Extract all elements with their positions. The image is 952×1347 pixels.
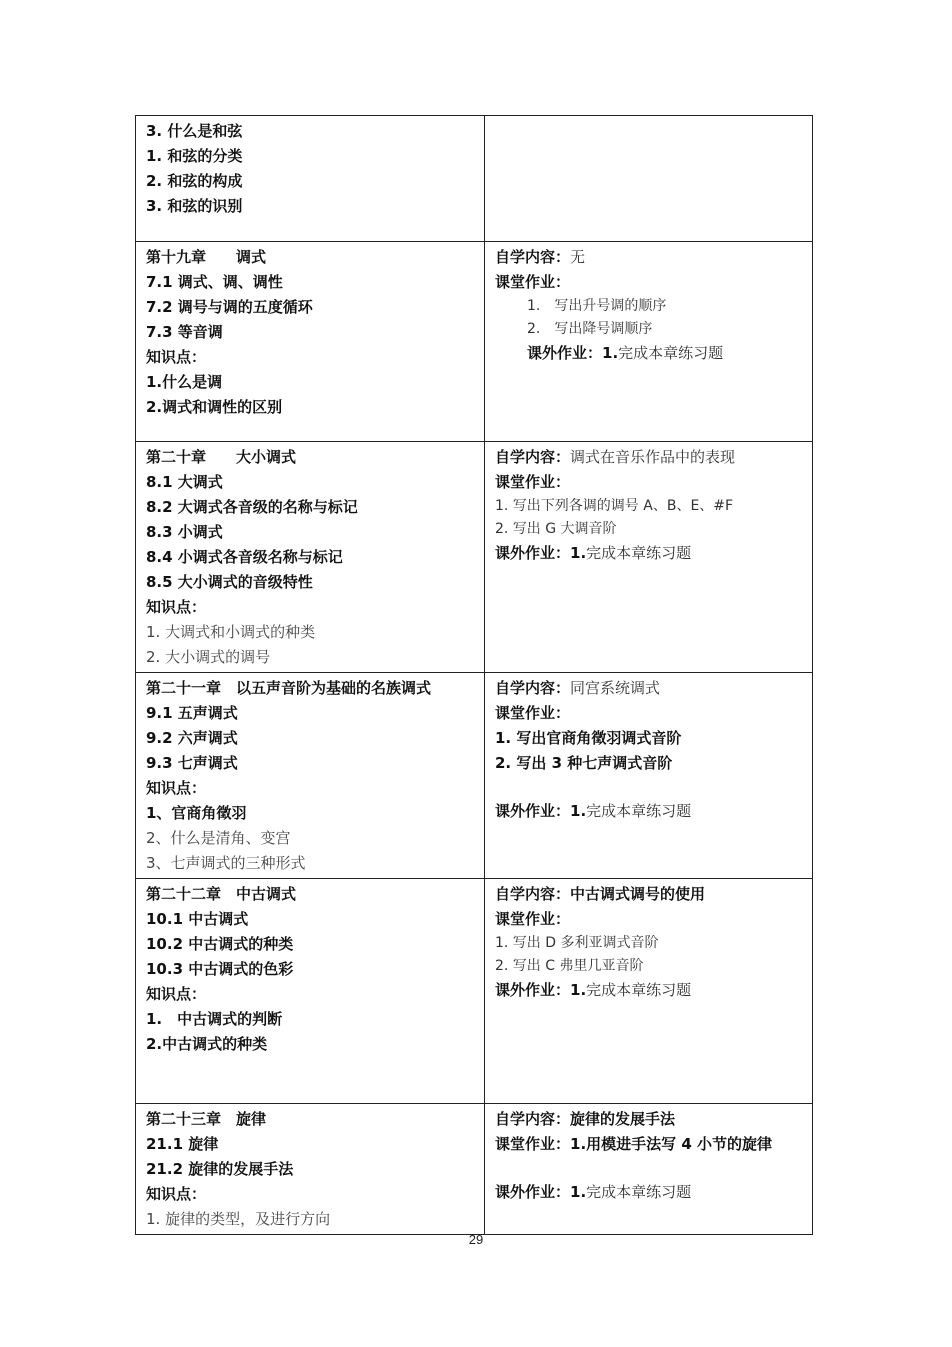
table-row [136,879,813,1104]
section-line: 8.5 大小调式的音级特性 [146,573,313,591]
section-line: 7.1 调式、调、调性 [146,273,283,291]
classwork-value: 1.用模进手法写 4 小节的旋律 [570,1135,773,1153]
classwork-label: 课堂作业： [495,273,571,291]
knowledge-item: 3、七声调式的三种形式 [146,854,306,872]
chapter-cell [136,1104,485,1235]
knowledge-item: 2. 大小调式的调号 [146,648,271,666]
classwork-item: 2. 写出 G 大调音阶 [495,521,617,537]
section-line: 8.2 大调式各音级的名称与标记 [146,498,358,516]
assignment-cell [485,242,813,442]
self-study-label: 自学内容： [495,248,571,266]
knowledge-item: 1. 中古调式的判断 [146,1010,283,1028]
table-row [136,673,813,879]
homework-label: 课外作业： [495,544,571,562]
section-line: 10.3 中古调式的色彩 [146,960,294,978]
assignment-cell [485,442,813,673]
section-line: 7.3 等音调 [146,323,223,341]
chapter-cell [136,673,485,879]
knowledge-item: 2.调式和调性的区别 [146,398,283,416]
homework-text: 完成本章练习题 [586,981,692,999]
classwork-item: 2. 写出 C 弗里几亚音阶 [495,958,644,974]
self-study-label: 自学内容： [495,885,571,903]
knowledge-label: 知识点： [146,348,207,366]
homework-text: 完成本章练习题 [586,1183,692,1201]
knowledge-item: 1. 旋律的类型，及进行方向 [146,1210,331,1228]
classwork-item: 2. 写出 3 种七声调式音阶 [495,754,673,772]
classwork-item: 1. 写出官商角徵羽调式音阶 [495,729,682,747]
syllabus-table [135,115,813,1235]
self-study-label: 自学内容： [495,448,571,466]
table-row [136,116,813,242]
section-line: 10.2 中古调式的种类 [146,935,294,953]
chapter-line: 2. 和弦的构成 [146,172,243,190]
section-line: 9.1 五声调式 [146,704,238,722]
knowledge-item: 1.什么是调 [146,373,223,391]
homework-label: 课外作业： [495,981,571,999]
knowledge-item: 1. 大调式和小调式的种类 [146,623,316,641]
self-study-label: 自学内容： [495,1110,571,1128]
chapter-title: 第二十一章 以五声音阶为基础的名族调式 [146,679,432,697]
classwork-item: 1. 写出下列各调的调号 A、B、E、#F [495,498,734,514]
classwork-label: 课堂作业： [495,704,571,722]
classwork-item: 1. 写出升号调的顺序 [527,298,667,314]
self-study-value: 中古调式调号的使用 [570,885,706,903]
section-line: 9.3 七声调式 [146,754,238,772]
homework-number: 1. [602,344,619,362]
section-line: 8.1 大调式 [146,473,223,491]
homework-label: 课外作业： [495,802,571,820]
homework-text: 完成本章练习题 [586,802,692,820]
assignment-cell [485,879,813,1104]
assignment-cell [485,116,813,242]
assignment-cell [485,673,813,879]
table-row [136,1104,813,1235]
spacer [495,1157,802,1180]
page-number: 29 [468,1232,484,1247]
section-line: 10.1 中古调式 [146,910,249,928]
knowledge-item: 2.中古调式的种类 [146,1035,268,1053]
homework-label: 课外作业： [495,1183,571,1201]
spacer [495,776,802,799]
homework-text: 完成本章练习题 [586,544,692,562]
section-line: 7.2 调号与调的五度循环 [146,298,313,316]
chapter-line: 3. 什么是和弦 [146,122,243,140]
table-row [136,242,813,442]
knowledge-label: 知识点： [146,1185,207,1203]
section-line: 8.4 小调式各音级名称与标记 [146,548,343,566]
classwork-item: 1. 写出 D 多利亚调式音阶 [495,935,659,951]
chapter-cell [136,442,485,673]
self-study-label: 自学内容： [495,679,571,697]
homework-text: 完成本章练习题 [618,344,724,362]
homework-number: 1. [570,981,587,999]
chapter-title: 第十九章 调式 [146,248,267,266]
homework-number: 1. [570,802,587,820]
homework-number: 1. [570,1183,587,1201]
self-study-value: 旋律的发展手法 [570,1110,676,1128]
table-row [136,442,813,673]
chapter-title: 第二十三章 旋律 [146,1110,267,1128]
classwork-label: 课堂作业： [495,1135,571,1153]
knowledge-label: 知识点： [146,779,207,797]
classwork-item: 2. 写出降号调顺序 [527,321,653,337]
section-line: 8.3 小调式 [146,523,223,541]
chapter-line: 3. 和弦的识别 [146,197,243,215]
section-line: 21.2 旋律的发展手法 [146,1160,294,1178]
knowledge-item: 2、什么是清角、变宫 [146,829,291,847]
self-study-value: 同宫系统调式 [570,679,661,697]
section-line: 21.1 旋律 [146,1135,219,1153]
self-study-value: 调式在音乐作品中的表现 [570,448,736,466]
knowledge-label: 知识点： [146,985,207,1003]
classwork-label: 课堂作业： [495,473,571,491]
assignment-cell [485,1104,813,1235]
chapter-cell [136,242,485,442]
chapter-line: 1. 和弦的分类 [146,147,243,165]
chapter-cell [136,879,485,1104]
chapter-cell [136,116,485,242]
homework-label: 课外作业： [527,344,603,362]
classwork-label: 课堂作业： [495,910,571,928]
knowledge-item: 1、官商角徵羽 [146,804,247,822]
section-line: 9.2 六声调式 [146,729,238,747]
chapter-title: 第二十二章 中古调式 [146,885,297,903]
homework-number: 1. [570,544,587,562]
self-study-value: 无 [570,248,586,266]
knowledge-label: 知识点： [146,598,207,616]
chapter-title: 第二十章 大小调式 [146,448,297,466]
